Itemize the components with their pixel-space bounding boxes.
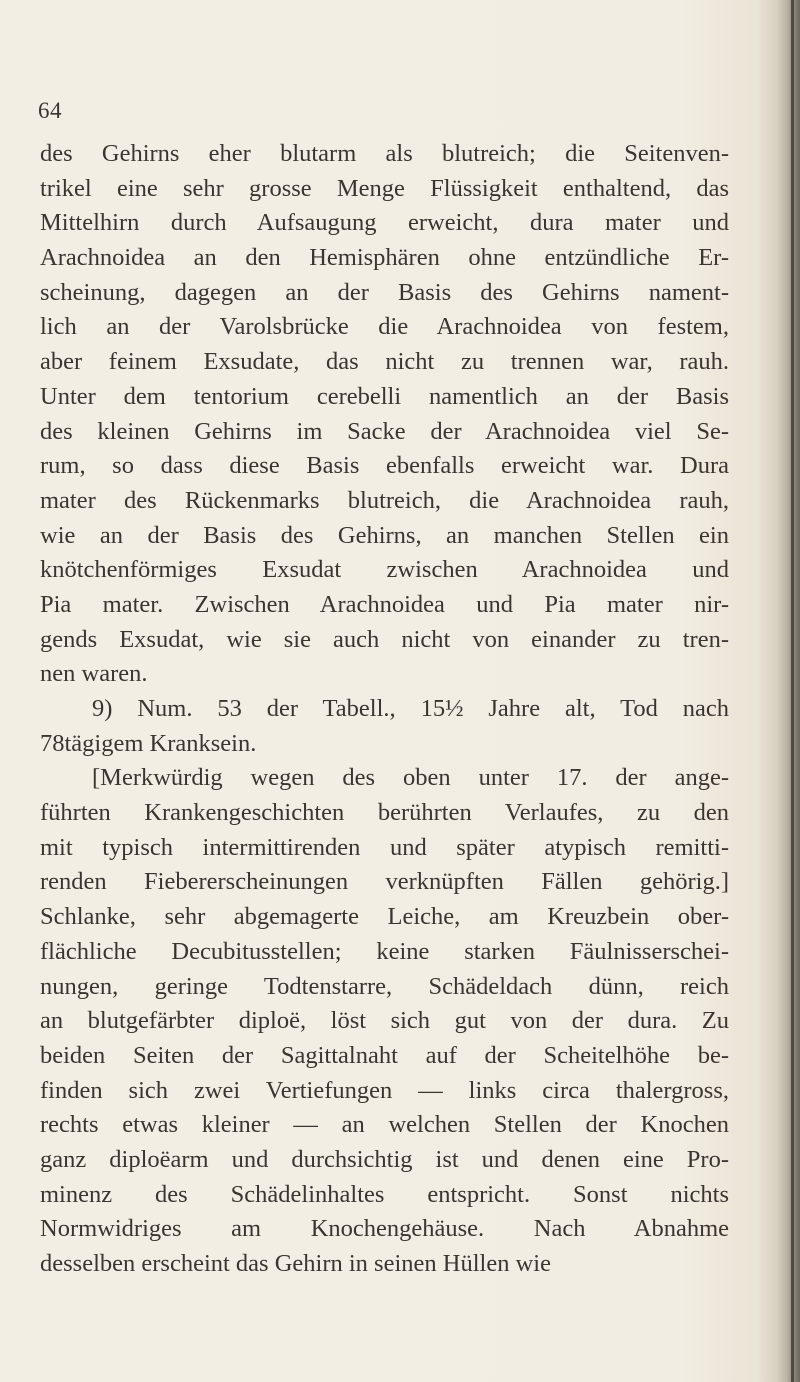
text-line: aber feinem Exsudate, das nicht zu trennen war, rauh. (40, 348, 729, 376)
text-line: trikel eine sehr grosse Menge Flüssigkeit enthaltend, das (40, 174, 729, 202)
text-line: rum, so dass diese Basis ebenfalls erweicht war. Dura (40, 452, 729, 480)
text-line: Arachnoidea an den Hemisphären ohne entzündliche Er- (40, 244, 729, 272)
text-line: an blutgefärbter diploë, löst sich gut von der dura. Zu (40, 1007, 729, 1035)
text-line: Schlanke, sehr abgemagerte Leiche, am Kreuzbein ober- (40, 903, 729, 931)
text-line: [Merkwürdig wegen des oben unter 17. der ange- (92, 764, 729, 792)
text-line: Unter dem tentorium cerebelli namentlich an der Basis (40, 382, 729, 410)
text-line: Mittelhirn durch Aufsaugung erweicht, dura mater und (40, 209, 729, 237)
page-binding-edge (791, 0, 794, 1382)
body-text (40, 137, 729, 1282)
text-line: renden Fiebererscheinungen verknüpften Fällen gehörig.] (40, 868, 729, 896)
text-line: rechts etwas kleiner — an welchen Stellen der Knochen (40, 1111, 729, 1139)
text-line: 78tägigem Kranksein. (40, 729, 257, 757)
text-line: 9) Num. 53 der Tabell., 15½ Jahre alt, Tod nach (92, 695, 729, 722)
text-line: des Gehirns eher blutarm als blutreich; die Seitenven- (40, 140, 729, 167)
text-line: minenz des Schädelinhaltes entspricht. Sonst nichts (40, 1180, 729, 1208)
text-line: wie an der Basis des Gehirns, an manchen Stellen ein (40, 521, 729, 549)
text-line: nen waren. (40, 660, 148, 688)
text-line: führten Krankengeschichten berührten Verlaufes, zu den (40, 799, 729, 827)
text-line: finden sich zwei Vertiefungen — links circa thalergross, (40, 1076, 729, 1104)
text-line: mit typisch intermittirenden und später atypisch remitti- (40, 833, 729, 861)
text-line: lich an der Varolsbrücke die Arachnoidea von festem, (40, 313, 729, 341)
text-line: beiden Seiten der Sagittalnaht auf der Scheitelhöhe be- (40, 1041, 729, 1069)
text-line: scheinung, dagegen an der Basis des Gehirns nament- (40, 278, 729, 306)
text-line: mater des Rückenmarks blutreich, die Arachnoidea rauh, (40, 486, 729, 514)
text-line: gends Exsudat, wie sie auch nicht von einander zu tren- (40, 625, 729, 653)
text-line: nungen, geringe Todtenstarre, Schädeldach dünn, reich (40, 972, 729, 1000)
text-line: knötchenförmiges Exsudat zwischen Arachnoidea und (40, 556, 729, 584)
text-line: flächliche Decubitusstellen; keine starken Fäulnisserschei- (40, 937, 729, 965)
text-line: ganz diploëarm und durchsichtig ist und denen eine Pro- (40, 1145, 729, 1173)
page-number: 64 (38, 98, 62, 123)
text-line: desselben erscheint das Gehirn in seinen Hüllen wie (40, 1250, 551, 1277)
text-line: Normwidriges am Knochengehäuse. Nach Abnahme (40, 1215, 729, 1243)
text-line: des kleinen Gehirns im Sacke der Arachnoidea viel Se- (40, 417, 729, 445)
text-line: Pia mater. Zwischen Arachnoidea und Pia mater nir- (40, 590, 729, 618)
